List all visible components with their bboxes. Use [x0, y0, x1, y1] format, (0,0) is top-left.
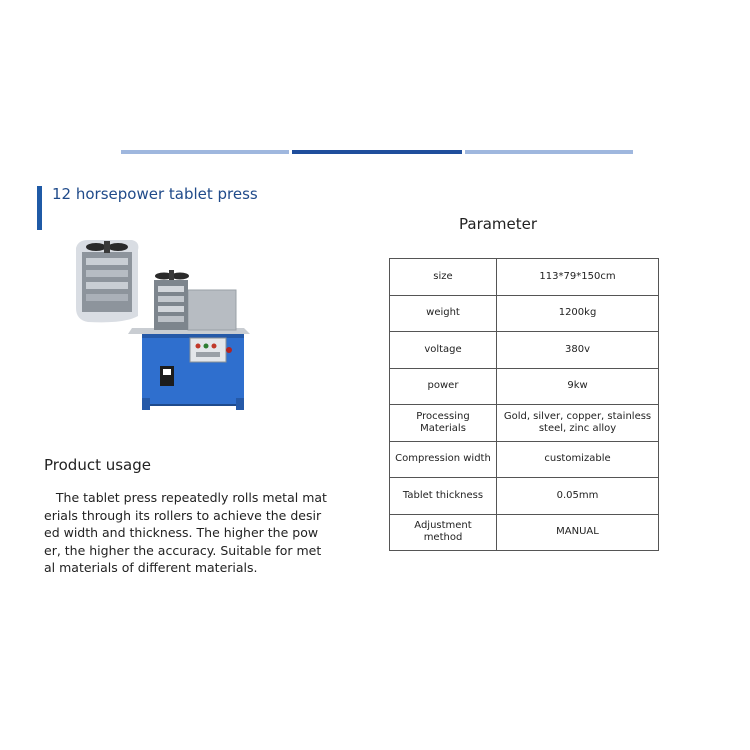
- param-label: Tablet thickness: [390, 478, 497, 515]
- param-label: size: [390, 259, 497, 296]
- roller-closeup-inset: [76, 240, 138, 322]
- usage-line: ed width and thickness. The higher the pow: [44, 525, 319, 540]
- divider-bar-center: [292, 150, 462, 154]
- usage-line: The tablet press repeatedly rolls metal mat: [44, 490, 327, 505]
- table-row: [390, 405, 659, 442]
- param-value: 1200kg: [497, 295, 659, 332]
- table-row: [390, 332, 659, 369]
- usage-line: er, the higher the accuracy. Suitable for met: [44, 542, 322, 558]
- table-row: [390, 259, 659, 296]
- param-label: voltage: [390, 332, 497, 369]
- param-value: 380v: [497, 332, 659, 369]
- param-label: Adjustment method: [390, 514, 497, 551]
- usage-line: al materials of different materials.: [44, 560, 258, 575]
- param-label: Processing Materials: [390, 405, 497, 442]
- parameter-table: [389, 258, 659, 551]
- param-value-line: Gold, silver, copper, stainless: [503, 410, 652, 422]
- param-label: Compression width: [390, 441, 497, 478]
- table-row: [390, 514, 659, 551]
- param-value-line: steel, zinc alloy: [538, 422, 617, 434]
- param-value: customizable: [497, 441, 659, 478]
- divider-bar-right: [465, 150, 633, 154]
- product-photo: [74, 238, 254, 413]
- divider-bar-left: [121, 150, 289, 154]
- table-row: [390, 478, 659, 515]
- param-label: power: [390, 368, 497, 405]
- table-row: [390, 295, 659, 332]
- product-usage-heading: Product usage: [44, 456, 151, 474]
- machine-body: [128, 270, 250, 410]
- usage-line: erials through its rollers to achieve the desir: [44, 507, 322, 523]
- table-row: [390, 441, 659, 478]
- param-value: MANUAL: [497, 514, 659, 551]
- product-title: 12 horsepower tablet press: [52, 185, 258, 203]
- param-value: [497, 405, 659, 442]
- param-value: 9kw: [497, 368, 659, 405]
- title-accent-bar: [37, 186, 42, 230]
- parameter-heading: Parameter: [459, 215, 538, 233]
- table-row: [390, 368, 659, 405]
- product-usage-description: [44, 489, 327, 577]
- param-label: weight: [390, 295, 497, 332]
- param-value: 0.05mm: [497, 478, 659, 515]
- param-value: 113*79*150cm: [497, 259, 659, 296]
